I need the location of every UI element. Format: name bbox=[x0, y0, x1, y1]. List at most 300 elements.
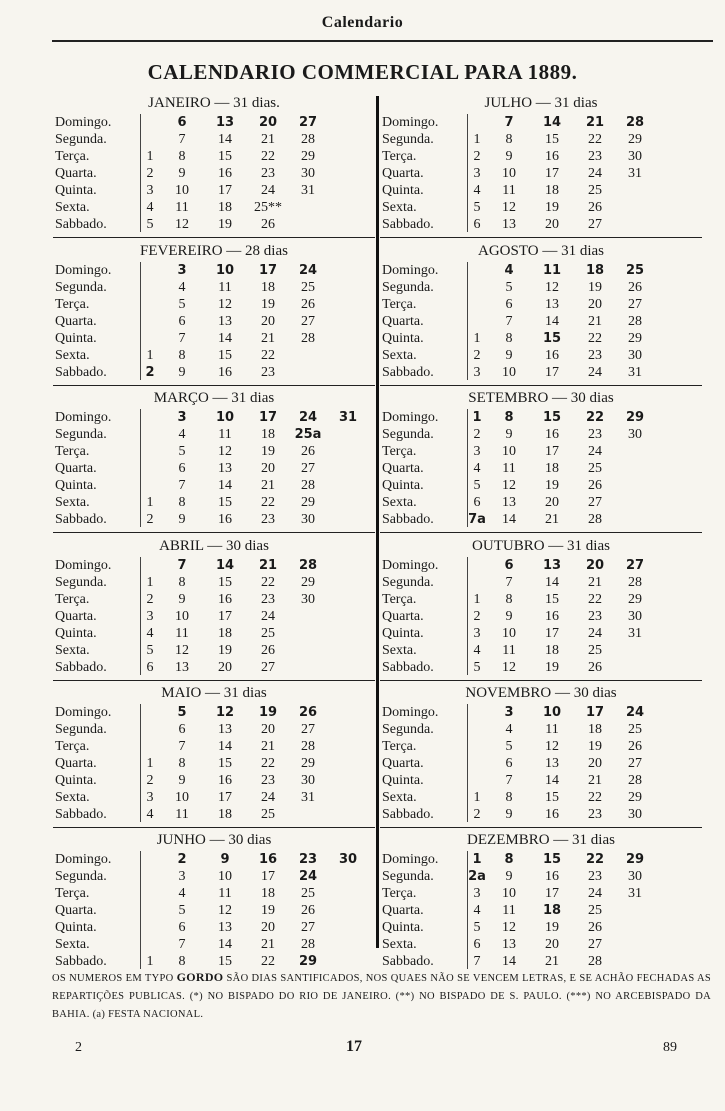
day-number: 16 bbox=[218, 773, 232, 788]
day-number: 22 bbox=[261, 575, 275, 590]
footnote-part1: OS NUMEROS EM TYPO bbox=[52, 973, 177, 984]
month-separator bbox=[53, 680, 375, 681]
day-number: 30 bbox=[301, 512, 315, 527]
day-name-label: Quinta. bbox=[382, 183, 424, 198]
day-number: 21 bbox=[261, 478, 275, 493]
day-name-label: Terça. bbox=[55, 739, 90, 754]
day-number: 26 bbox=[261, 217, 275, 232]
day-number: 12 bbox=[218, 903, 232, 918]
month-title: MAIO — 31 dias bbox=[161, 685, 267, 701]
day-name-label: Sexta. bbox=[382, 790, 417, 805]
day-number: 11 bbox=[502, 643, 516, 658]
day-number: 9 bbox=[178, 166, 186, 181]
day-name-label: Terça. bbox=[382, 592, 417, 607]
day-name-label: Sabbado. bbox=[382, 217, 434, 232]
day-name-label: Domingo. bbox=[382, 852, 439, 867]
day-name-label: Segunda. bbox=[382, 427, 434, 442]
day-number: 14 bbox=[545, 314, 559, 329]
month-title: JUNHO — 30 dias bbox=[156, 832, 272, 848]
day-name-label: Segunda. bbox=[55, 132, 107, 147]
day-number: 18 bbox=[545, 461, 559, 476]
day-number: 12 bbox=[545, 739, 559, 754]
day-number: 11 bbox=[545, 722, 559, 737]
day-number: 9 bbox=[505, 609, 513, 624]
day-number: 25 bbox=[261, 626, 275, 641]
day-number: 12 bbox=[502, 920, 516, 935]
day-number: 12 bbox=[502, 478, 516, 493]
day-number: 13 bbox=[175, 660, 189, 675]
day-name-label: Quarta. bbox=[55, 903, 97, 918]
day-number: 6 bbox=[178, 920, 186, 935]
day-number: 21 bbox=[545, 512, 559, 527]
month-title: NOVEMBRO — 30 dias bbox=[465, 685, 617, 701]
day-number: 17 bbox=[258, 263, 278, 278]
day-number: 29 bbox=[301, 149, 315, 164]
day-number: 22 bbox=[588, 132, 602, 147]
day-number: 19 bbox=[545, 920, 559, 935]
day-number: 17 bbox=[545, 166, 559, 181]
day-number: 24 bbox=[588, 886, 602, 901]
day-name-label: Quinta. bbox=[55, 331, 97, 346]
day-number: 15 bbox=[542, 331, 562, 346]
day-name-label: Domingo. bbox=[55, 115, 112, 130]
day-number: 4 bbox=[178, 886, 186, 901]
day-number: 13 bbox=[502, 217, 516, 232]
day-name-label: Quarta. bbox=[382, 609, 424, 624]
day-number: 15 bbox=[545, 132, 559, 147]
day-name-label: Sexta. bbox=[382, 348, 417, 363]
day-number: 13 bbox=[502, 495, 516, 510]
day-number: 15 bbox=[545, 790, 559, 805]
day-name-label: Terça. bbox=[382, 886, 417, 901]
day-number: 23 bbox=[588, 609, 602, 624]
day-number: 23 bbox=[588, 348, 602, 363]
day-number: 20 bbox=[218, 660, 232, 675]
month-block bbox=[382, 94, 700, 234]
day-number: 10 bbox=[502, 166, 516, 181]
day-number: 2a bbox=[468, 869, 486, 884]
month-title: SETEMBRO — 30 dias bbox=[468, 390, 614, 406]
day-number: 16 bbox=[545, 869, 559, 884]
day-number: 24 bbox=[261, 790, 275, 805]
day-number: 3 bbox=[473, 626, 481, 641]
day-number: 24 bbox=[625, 705, 645, 720]
day-number: 29 bbox=[298, 954, 318, 969]
day-number: 9 bbox=[178, 365, 186, 380]
day-number: 13 bbox=[218, 461, 232, 476]
day-number: 19 bbox=[261, 444, 275, 459]
day-number: 18 bbox=[218, 626, 232, 641]
day-number: 15 bbox=[218, 348, 232, 363]
day-name-label: Sexta. bbox=[55, 495, 90, 510]
month-separator bbox=[380, 237, 702, 238]
day-number: 27 bbox=[628, 297, 642, 312]
day-number: 9 bbox=[505, 427, 513, 442]
day-number: 17 bbox=[218, 183, 232, 198]
day-number: 1 bbox=[146, 149, 154, 164]
day-number: 29 bbox=[628, 592, 642, 607]
day-number: 8 bbox=[178, 495, 186, 510]
day-number: 17 bbox=[545, 626, 559, 641]
day-name-label: Terça. bbox=[382, 444, 417, 459]
day-number: 16 bbox=[545, 348, 559, 363]
day-number: 16 bbox=[258, 852, 278, 867]
day-number: 30 bbox=[301, 166, 315, 181]
footnote-part2: SÃO DIAS SANTIFICADOS, NOS QUAES NÃO SE VENCEM LETRAS, E SE ACHÃO FECHADAS AS REPARTIÇÕES PUBLICAS. (*) NO BISPADO DO RIO DE JANEIRO. (**) NO BISPADO DE S. PAULO. (***) NO ARCEBISPADO DA BAHIA. (a) FESTA NACIONAL. bbox=[52, 973, 711, 1020]
day-number: 31 bbox=[628, 166, 642, 181]
month-separator bbox=[380, 680, 702, 681]
day-number: 21 bbox=[261, 132, 275, 147]
month-title: MARÇO — 31 dias bbox=[153, 390, 275, 406]
day-number: 21 bbox=[545, 954, 559, 969]
day-name-label: Domingo. bbox=[55, 263, 112, 278]
head-rule bbox=[52, 40, 713, 42]
day-number: 5 bbox=[178, 903, 186, 918]
day-number: 31 bbox=[301, 183, 315, 198]
day-number: 31 bbox=[338, 410, 358, 425]
day-number: 5 bbox=[178, 297, 186, 312]
day-name-label: Domingo. bbox=[55, 852, 112, 867]
day-number: 19 bbox=[588, 280, 602, 295]
day-number: 9 bbox=[178, 773, 186, 788]
day-name-label: Sexta. bbox=[55, 348, 90, 363]
day-number: 10 bbox=[218, 869, 232, 884]
day-number: 20 bbox=[261, 461, 275, 476]
day-number: 2 bbox=[473, 149, 481, 164]
day-number: 6 bbox=[505, 756, 513, 771]
day-number: 18 bbox=[218, 200, 232, 215]
day-number: 18 bbox=[261, 427, 275, 442]
day-number: 23 bbox=[261, 773, 275, 788]
day-number: 5 bbox=[505, 739, 513, 754]
day-number: 18 bbox=[545, 183, 559, 198]
day-number: 30 bbox=[338, 852, 358, 867]
folio-left: 2 bbox=[75, 1040, 82, 1055]
day-number: 1 bbox=[146, 575, 154, 590]
day-number: 17 bbox=[545, 886, 559, 901]
day-number: 23 bbox=[261, 365, 275, 380]
day-number: 16 bbox=[545, 149, 559, 164]
day-number: 7 bbox=[178, 937, 186, 952]
day-number: 6 bbox=[178, 314, 186, 329]
day-number: 4 bbox=[473, 643, 481, 658]
day-number: 14 bbox=[545, 773, 559, 788]
day-number: 16 bbox=[218, 512, 232, 527]
day-number: 9 bbox=[505, 807, 513, 822]
day-number: 31 bbox=[301, 790, 315, 805]
day-number: 6 bbox=[505, 297, 513, 312]
day-number: 30 bbox=[628, 427, 642, 442]
day-name-label: Domingo. bbox=[382, 115, 439, 130]
day-number: 23 bbox=[588, 807, 602, 822]
day-number: 7 bbox=[178, 132, 186, 147]
day-number: 29 bbox=[301, 756, 315, 771]
day-number: 3 bbox=[473, 166, 481, 181]
day-number: 4 bbox=[473, 183, 481, 198]
day-number: 21 bbox=[588, 773, 602, 788]
month-block bbox=[382, 537, 700, 677]
day-number: 11 bbox=[542, 263, 562, 278]
day-name-label: Segunda. bbox=[55, 575, 107, 590]
day-number: 27 bbox=[588, 495, 602, 510]
day-number: 11 bbox=[218, 427, 232, 442]
day-name-label: Sabbado. bbox=[382, 807, 434, 822]
day-name-label: Segunda. bbox=[55, 869, 107, 884]
month-block bbox=[55, 242, 373, 382]
month-separator bbox=[53, 385, 375, 386]
day-number: 1 bbox=[146, 348, 154, 363]
day-name-label: Segunda. bbox=[382, 280, 434, 295]
day-number: 7a bbox=[468, 512, 486, 527]
day-number: 8 bbox=[178, 756, 186, 771]
day-number: 6 bbox=[473, 495, 481, 510]
day-number: 13 bbox=[218, 722, 232, 737]
day-number: 28 bbox=[588, 512, 602, 527]
day-number: 20 bbox=[545, 495, 559, 510]
day-number: 11 bbox=[502, 183, 516, 198]
day-name-label: Quinta. bbox=[55, 626, 97, 641]
day-number: 27 bbox=[301, 920, 315, 935]
day-number: 22 bbox=[585, 852, 605, 867]
day-number: 21 bbox=[588, 314, 602, 329]
day-number: 26 bbox=[588, 660, 602, 675]
day-name-label: Sabbado. bbox=[382, 660, 434, 675]
day-number: 13 bbox=[218, 314, 232, 329]
day-number: 6 bbox=[177, 115, 187, 130]
day-number: 26 bbox=[588, 920, 602, 935]
day-name-label: Sexta. bbox=[382, 937, 417, 952]
day-number: 29 bbox=[625, 410, 645, 425]
day-number: 7 bbox=[473, 954, 481, 969]
month-block bbox=[382, 684, 700, 824]
day-number: 19 bbox=[588, 739, 602, 754]
day-number: 2 bbox=[473, 807, 481, 822]
day-number: 22 bbox=[585, 410, 605, 425]
day-number: 1 bbox=[473, 132, 481, 147]
day-number: 8 bbox=[504, 410, 514, 425]
day-number: 8 bbox=[505, 132, 513, 147]
day-number: 3 bbox=[178, 869, 186, 884]
day-number: 4 bbox=[504, 263, 514, 278]
day-number: 23 bbox=[588, 427, 602, 442]
day-name-label: Domingo. bbox=[382, 263, 439, 278]
day-number: 12 bbox=[218, 444, 232, 459]
day-number: 30 bbox=[628, 807, 642, 822]
day-number: 10 bbox=[542, 705, 562, 720]
day-number: 30 bbox=[301, 592, 315, 607]
day-number: 24 bbox=[298, 263, 318, 278]
day-number: 14 bbox=[218, 937, 232, 952]
day-number: 9 bbox=[505, 149, 513, 164]
day-number: 11 bbox=[175, 626, 189, 641]
day-number: 15 bbox=[218, 495, 232, 510]
day-number: 17 bbox=[261, 869, 275, 884]
day-number: 24 bbox=[298, 410, 318, 425]
day-name-label: Quarta. bbox=[382, 461, 424, 476]
day-number: 17 bbox=[585, 705, 605, 720]
day-number: 18 bbox=[545, 643, 559, 658]
month-block bbox=[382, 242, 700, 382]
day-number: 16 bbox=[218, 592, 232, 607]
day-number: 12 bbox=[502, 200, 516, 215]
day-name-label: Quinta. bbox=[382, 478, 424, 493]
day-number: 22 bbox=[261, 348, 275, 363]
day-number: 20 bbox=[261, 722, 275, 737]
day-number: 28 bbox=[625, 115, 645, 130]
day-number: 30 bbox=[628, 149, 642, 164]
day-number: 3 bbox=[504, 705, 514, 720]
day-number: 7 bbox=[177, 558, 187, 573]
day-number: 22 bbox=[588, 592, 602, 607]
day-number: 3 bbox=[177, 263, 187, 278]
day-number: 19 bbox=[545, 478, 559, 493]
day-number: 16 bbox=[545, 427, 559, 442]
day-name-label: Sexta. bbox=[55, 643, 90, 658]
day-number: 5 bbox=[473, 660, 481, 675]
day-number: 27 bbox=[261, 660, 275, 675]
day-name-divider bbox=[140, 851, 141, 969]
day-number: 4 bbox=[178, 427, 186, 442]
day-number: 18 bbox=[261, 280, 275, 295]
day-name-label: Quinta. bbox=[55, 920, 97, 935]
day-number: 11 bbox=[218, 886, 232, 901]
day-number: 7 bbox=[178, 478, 186, 493]
column-divider bbox=[376, 96, 379, 948]
day-name-label: Segunda. bbox=[382, 575, 434, 590]
day-number: 15 bbox=[218, 149, 232, 164]
day-number: 6 bbox=[178, 461, 186, 476]
day-number: 3 bbox=[146, 609, 154, 624]
day-name-label: Quinta. bbox=[382, 773, 424, 788]
day-number: 25 bbox=[588, 903, 602, 918]
day-number: 20 bbox=[588, 297, 602, 312]
day-number: 8 bbox=[178, 575, 186, 590]
day-name-label: Domingo. bbox=[55, 558, 112, 573]
day-name-label: Quinta. bbox=[55, 478, 97, 493]
day-number: 18 bbox=[585, 263, 605, 278]
day-number: 2 bbox=[473, 427, 481, 442]
day-number: 29 bbox=[628, 132, 642, 147]
month-title: DEZEMBRO — 31 dias bbox=[467, 832, 615, 848]
day-number: 19 bbox=[261, 297, 275, 312]
day-name-label: Terça. bbox=[55, 886, 90, 901]
day-number: 3 bbox=[146, 790, 154, 805]
day-number: 1 bbox=[472, 852, 482, 867]
day-number: 21 bbox=[261, 739, 275, 754]
day-number: 8 bbox=[504, 852, 514, 867]
day-number: 1 bbox=[146, 756, 154, 771]
day-number: 10 bbox=[502, 365, 516, 380]
day-number: 21 bbox=[588, 575, 602, 590]
day-number: 24 bbox=[588, 444, 602, 459]
day-number: 2 bbox=[146, 592, 154, 607]
day-number: 2 bbox=[473, 348, 481, 363]
day-number: 10 bbox=[502, 444, 516, 459]
day-number: 15 bbox=[218, 954, 232, 969]
day-number: 12 bbox=[175, 217, 189, 232]
day-number: 13 bbox=[502, 937, 516, 952]
footnote-bold-word: GORDO bbox=[176, 970, 224, 984]
month-title: ABRIL — 30 dias bbox=[159, 538, 269, 554]
day-number: 23 bbox=[588, 149, 602, 164]
month-separator bbox=[53, 827, 375, 828]
day-name-label: Quarta. bbox=[382, 903, 424, 918]
month-title: JULHO — 31 dias bbox=[484, 95, 598, 111]
day-name-label: Quarta. bbox=[55, 756, 97, 771]
month-block bbox=[55, 94, 373, 234]
day-name-label: Sexta. bbox=[55, 790, 90, 805]
day-number: 28 bbox=[301, 478, 315, 493]
page-title: CALENDARIO COMMERCIAL PARA 1889. bbox=[147, 60, 578, 84]
day-number: 19 bbox=[545, 200, 559, 215]
day-name-label: Sabbado. bbox=[55, 365, 107, 380]
day-number: 20 bbox=[588, 756, 602, 771]
day-number: 3 bbox=[146, 183, 154, 198]
day-number: 4 bbox=[505, 722, 513, 737]
day-number: 30 bbox=[301, 773, 315, 788]
day-number: 1 bbox=[473, 790, 481, 805]
day-number: 22 bbox=[261, 495, 275, 510]
day-number: 11 bbox=[502, 903, 516, 918]
day-number: 5 bbox=[505, 280, 513, 295]
month-title: FEVEREIRO — 28 dias bbox=[140, 243, 288, 259]
month-separator bbox=[380, 385, 702, 386]
day-number: 12 bbox=[502, 660, 516, 675]
day-number: 17 bbox=[258, 410, 278, 425]
day-number: 1 bbox=[473, 592, 481, 607]
day-number: 21 bbox=[261, 937, 275, 952]
day-number: 8 bbox=[505, 790, 513, 805]
day-number: 5 bbox=[146, 217, 154, 232]
day-number: 16 bbox=[218, 166, 232, 181]
day-number: 19 bbox=[261, 903, 275, 918]
day-number: 22 bbox=[261, 954, 275, 969]
day-number: 1 bbox=[146, 954, 154, 969]
day-number: 15 bbox=[542, 852, 562, 867]
day-number: 4 bbox=[146, 807, 154, 822]
day-number: 10 bbox=[175, 609, 189, 624]
day-name-label: Sabbado. bbox=[55, 660, 107, 675]
day-number: 4 bbox=[146, 200, 154, 215]
day-name-label: Quarta. bbox=[55, 166, 97, 181]
day-name-label: Sexta. bbox=[382, 495, 417, 510]
day-number: 6 bbox=[473, 937, 481, 952]
day-number: 13 bbox=[542, 558, 562, 573]
day-number: 4 bbox=[473, 461, 481, 476]
day-number: 25 bbox=[625, 263, 645, 278]
day-number: 20 bbox=[258, 115, 278, 130]
day-number: 23 bbox=[588, 869, 602, 884]
day-number: 19 bbox=[258, 705, 278, 720]
day-number: 9 bbox=[220, 852, 230, 867]
day-number: 3 bbox=[177, 410, 187, 425]
day-number: 6 bbox=[178, 722, 186, 737]
day-number: 21 bbox=[585, 115, 605, 130]
day-name-label: Sexta. bbox=[382, 200, 417, 215]
month-separator bbox=[380, 827, 702, 828]
month-block bbox=[382, 831, 700, 971]
day-number: 22 bbox=[261, 756, 275, 771]
day-name-label: Quarta. bbox=[382, 166, 424, 181]
day-name-label: Sabbado. bbox=[382, 365, 434, 380]
day-number: 26 bbox=[588, 200, 602, 215]
day-name-label: Domingo. bbox=[55, 410, 112, 425]
day-number: 14 bbox=[218, 739, 232, 754]
day-number: 3 bbox=[473, 444, 481, 459]
day-number: 13 bbox=[218, 920, 232, 935]
day-number: 8 bbox=[505, 592, 513, 607]
day-number: 10 bbox=[175, 183, 189, 198]
